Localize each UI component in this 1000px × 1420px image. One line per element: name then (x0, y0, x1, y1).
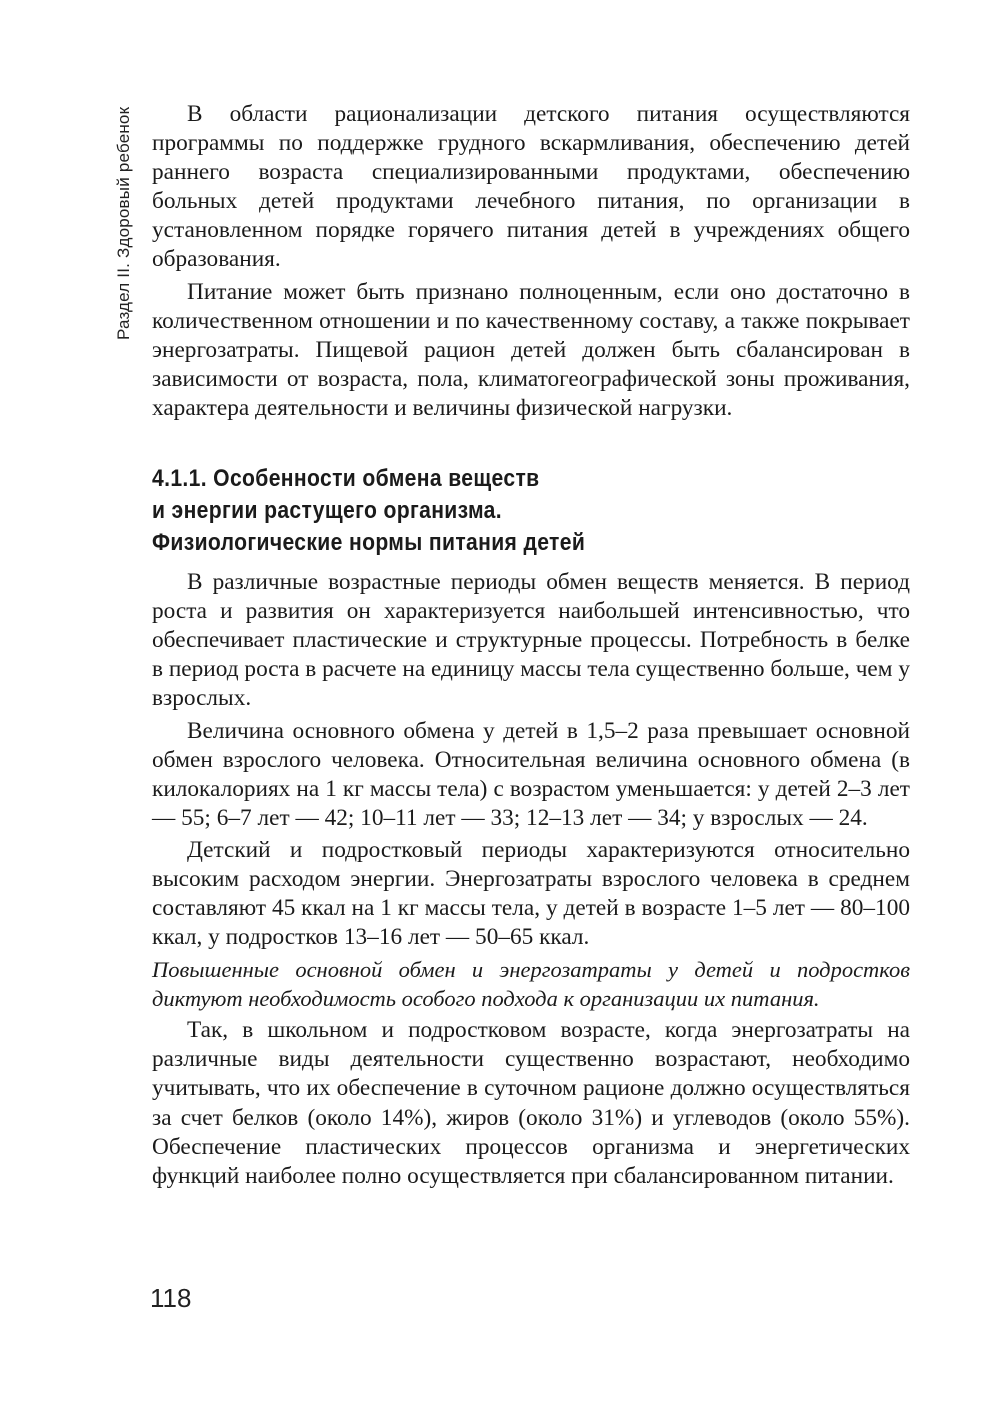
section-heading-line: Физиологические нормы питания детей (152, 529, 586, 557)
section-heading-line: и энергии растущего организма. (152, 497, 502, 525)
paragraph-basal-metabolism: Величина основного обмена у детей в 1,5–2 раза превышает основной обмен взрослого человека. Относительная величина основного обмена (в килокалориях на 1 кг массы тела) с возрастом уменьшается: у детей 2–3 лет — 55; 6–7 лет — 42; 10–11 лет — 33; 12–13 лет — 34; у взрослых — 24. (152, 717, 910, 831)
paragraph-metabolism-periods: В различные возрастные периоды обмен веществ меняется. В период роста и развития он характеризуется наибольшей интенсивностью, что обеспечивает пластические и структурные процессы. Потребность в белке в период роста в расчете на единицу массы тела существенно больше, чем у взрослых. (152, 569, 910, 712)
paragraph-energy-expenditure: Детский и подростковый периоды характеризуются относительно высоким расходом энергии. Энергозатраты взрослого человека в среднем составляют 45 ккал на 1 кг массы тела, у детей в возрасте 1–5 лет — 80–100 ккал, у подростков 13–16 лет — 50–65 ккал. (152, 836, 910, 951)
section-heading (152, 463, 819, 559)
emphasis-note: Повышенные основной обмен и энергозатраты у детей и подростков диктуют необходимость особого подхода к организации их питания. (152, 957, 910, 1012)
page-body (152, 100, 910, 1191)
paragraph-complete-nutrition: Питание может быть признано полноценным, если оно достаточно в количественном отношении и по качественному составу, а также покрывает энергозатраты. Пищевой рацион детей должен быть сбалансирован в зависимости от возраста, пола, климатогеографической зоны проживания, характера деятельности и величины физической нагрузки. (152, 278, 910, 421)
page-number: 118 (150, 1283, 192, 1313)
section-heading-line: 4.1.1. Особенности обмена веществ (152, 465, 540, 493)
paragraph-nutrition-programs: В области рационализации детского питания осуществляются программы по поддержке грудного вскармливания, обеспечению детей раннего возраста специализированными продуктами, обеспечению больных детей продуктами лечебного питания, по организации в установленном порядке горячего питания детей в учреждениях общего образования. (152, 101, 910, 273)
running-header: Раздел II. Здоровый ребенок (114, 106, 133, 340)
paragraph-balanced-diet: Так, в школьном и подростковом возрасте, когда энергозатраты на различные виды деятельности существенно возрастают, необходимо учитывать, что их обеспечение в суточном рационе должно осуществляться за счет белков (около 14%), жиров (около 31%) и углеводов (около 55%). Обеспечение пластических процессов организма и энергетических функций наиболее полно осуществляется при сбалансированном питании. (152, 1017, 910, 1189)
